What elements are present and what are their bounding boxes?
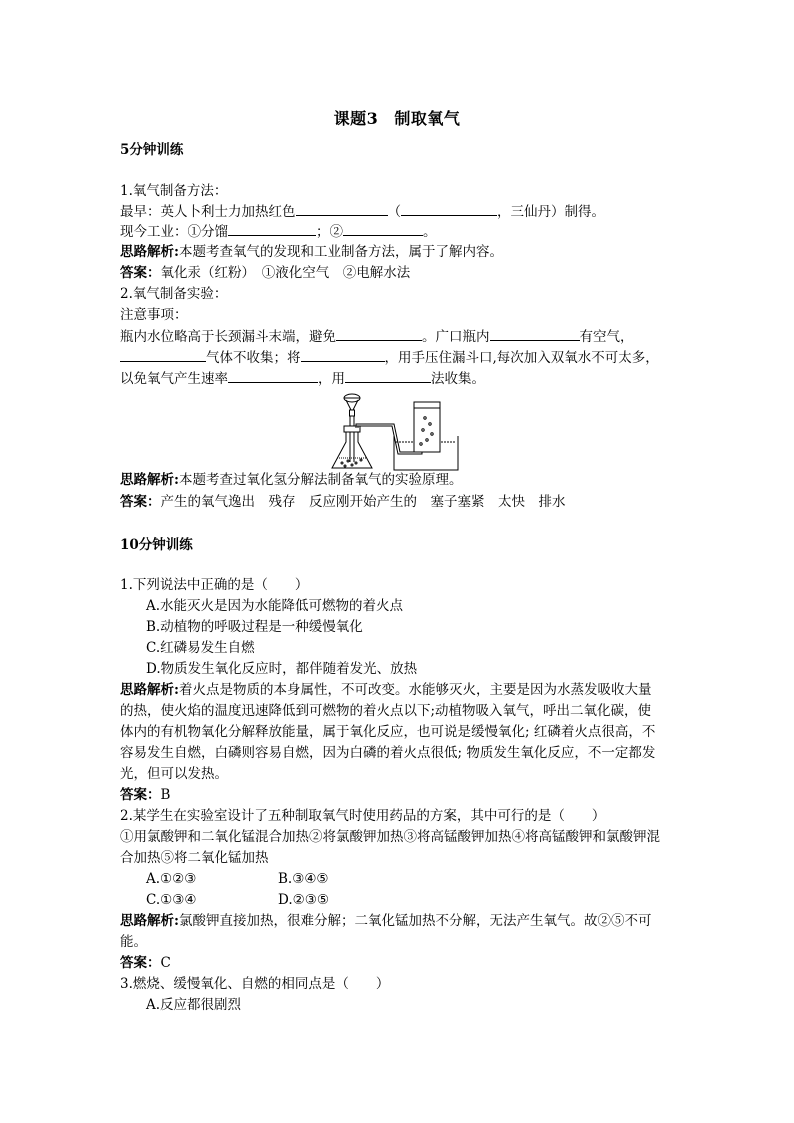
p2-question: 2.某学生在实验室设计了五种制取氧气时使用药品的方案，其中可行的是（ ） xyxy=(120,808,606,824)
p2-schemes-line2: 合加热⑤将二氧化锰加热 xyxy=(120,850,269,866)
q1-answer xyxy=(120,263,410,283)
answer-label: 答案： xyxy=(120,787,161,803)
analysis-label: 思路解析: xyxy=(120,913,179,929)
p3-question: 3.燃烧、缓慢氧化、自燃的相同点是（ ） xyxy=(120,976,390,992)
fill-blank xyxy=(490,326,580,341)
p2-option-b: B.③④⑤ xyxy=(278,871,329,887)
q2-text: 以免氧气产生速率 xyxy=(120,371,228,387)
p2-option-d: D.②③⑤ xyxy=(278,892,329,908)
p1-answer xyxy=(120,785,170,805)
q2-text: 有空气， xyxy=(579,329,634,345)
answer-text: 产生的氧气逸出 残存 反应刚开始产生的 塞子塞紧 太快 排水 xyxy=(160,494,566,510)
fill-blank xyxy=(401,201,497,216)
analysis-text: 氯酸钾直接加热，很难分解；二氧化锰加热不分解，无法产生氧气。故②⑤不可 xyxy=(178,913,652,929)
p1-option-a: A.水能灭火是因为水能降低可燃物的着火点 xyxy=(146,598,404,614)
q1-text: （ xyxy=(387,204,401,220)
fill-blank xyxy=(345,368,431,383)
p1-analysis-line3: 体内的有机物氧化分解释放能量，属于氧化反应，也可说是缓慢氧化; 红磷着火点很高，不 xyxy=(120,724,656,740)
page-title xyxy=(0,106,794,129)
q2-text: 瓶内水位略高于长颈漏斗末端，避免 xyxy=(120,329,336,345)
p1-option-d: D.物质发生氧化反应时，都伴随着发光、放热 xyxy=(146,661,418,677)
answer-label: 答案： xyxy=(120,494,161,510)
q2-line1 xyxy=(120,326,634,347)
p1-analysis-line1 xyxy=(120,680,651,700)
section-heading-10min: 10分钟训练 xyxy=(120,537,193,553)
q2-answer xyxy=(120,492,566,512)
answer-text: 氧化汞（红粉） ①液化空气 ②电解水法 xyxy=(160,265,411,281)
p1-option-b: B.动植物的呼吸过程是一种缓慢氧化 xyxy=(146,619,363,635)
p1-question: 1.下列说法中正确的是（ ） xyxy=(120,577,309,593)
fill-blank xyxy=(301,347,385,362)
oxygen-apparatus-figure xyxy=(330,392,460,472)
p1-analysis-line2: 的热，使火焰的温度迅速降低到可燃物的着火点以下;动植物吸入氧气，呼出二氧化碳，使 xyxy=(120,703,652,719)
lesson-number: 课题3 xyxy=(333,109,379,128)
fill-blank xyxy=(336,326,422,341)
q1-line1 xyxy=(120,201,605,222)
q1-text: 现今工业：①分馏 xyxy=(120,224,228,240)
p2-option-c: C.①③④ xyxy=(146,892,197,908)
answer-text: C xyxy=(160,955,171,971)
p1-analysis-line4: 容易发生自燃，白磷则容易自燃，因为白磷的着火点很低; 物质发生氧化反应，不一定都发 xyxy=(120,745,656,761)
p2-options-row2 xyxy=(146,890,329,910)
q2-note: 注意事项： xyxy=(120,307,188,323)
fill-blank xyxy=(228,221,316,236)
q2-text: 。广口瓶内 xyxy=(422,329,490,345)
q1-line2 xyxy=(120,221,437,242)
p2-analysis-line1 xyxy=(120,911,651,931)
fill-blank xyxy=(120,347,206,362)
analysis-text: 本题考查过氧化氢分解法制备氧气的实验原理。 xyxy=(178,472,463,488)
q1-analysis xyxy=(120,242,503,262)
p2-option-a: A.①②③ xyxy=(146,871,197,887)
answer-label: 答案： xyxy=(120,265,161,281)
p1-analysis-line5: 光，但可以发热。 xyxy=(120,766,228,782)
q2-heading: 2.氧气制备实验： xyxy=(120,286,228,302)
section-heading-5min: 5分钟训练 xyxy=(120,142,184,158)
q1-text: ；② xyxy=(316,224,343,240)
analysis-text: 着火点是物质的本身属性，不可改变。水能够灭火，主要是因为水蒸发吸收大量 xyxy=(178,682,652,698)
fill-blank xyxy=(228,368,318,383)
fill-blank xyxy=(343,221,423,236)
q2-line2 xyxy=(120,347,659,368)
fill-blank xyxy=(296,201,388,216)
q2-text: 气体不收集；将 xyxy=(206,350,301,366)
p2-analysis-line2: 能。 xyxy=(120,934,147,950)
p1-option-c: C.红磷易发生自燃 xyxy=(146,640,255,656)
p3-option-a: A.反应都很剧烈 xyxy=(146,997,242,1013)
q1-heading: 1.氧气制备方法： xyxy=(120,183,228,199)
q2-analysis xyxy=(120,470,462,490)
q2-text: ，用手压住漏斗口,每次加入双氧水不可太多， xyxy=(384,350,659,366)
analysis-label: 思路解析: xyxy=(120,682,179,698)
q2-text: ，用 xyxy=(318,371,345,387)
q1-text: ，三仙丹）制得。 xyxy=(497,204,605,220)
p2-schemes-line1: ①用氯酸钾和二氧化锰混合加热②将氯酸钾加热③将高锰酸钾加热④将高锰酸钾和氯酸钾混 xyxy=(120,829,660,845)
lesson-title: 制取氧气 xyxy=(394,109,461,128)
q1-text: 最早：英人卜利士力加热红色 xyxy=(120,204,296,220)
answer-label: 答案： xyxy=(120,955,161,971)
p2-answer xyxy=(120,953,171,973)
p2-options-row1 xyxy=(146,869,329,889)
analysis-text: 本题考查氧气的发现和工业制备方法，属于了解内容。 xyxy=(178,244,503,260)
analysis-label: 思路解析: xyxy=(120,244,179,260)
q1-text: 。 xyxy=(423,224,437,240)
q2-text: 法收集。 xyxy=(431,371,485,387)
analysis-label: 思路解析: xyxy=(120,472,179,488)
q2-line3 xyxy=(120,368,485,389)
answer-text: B xyxy=(160,787,171,803)
